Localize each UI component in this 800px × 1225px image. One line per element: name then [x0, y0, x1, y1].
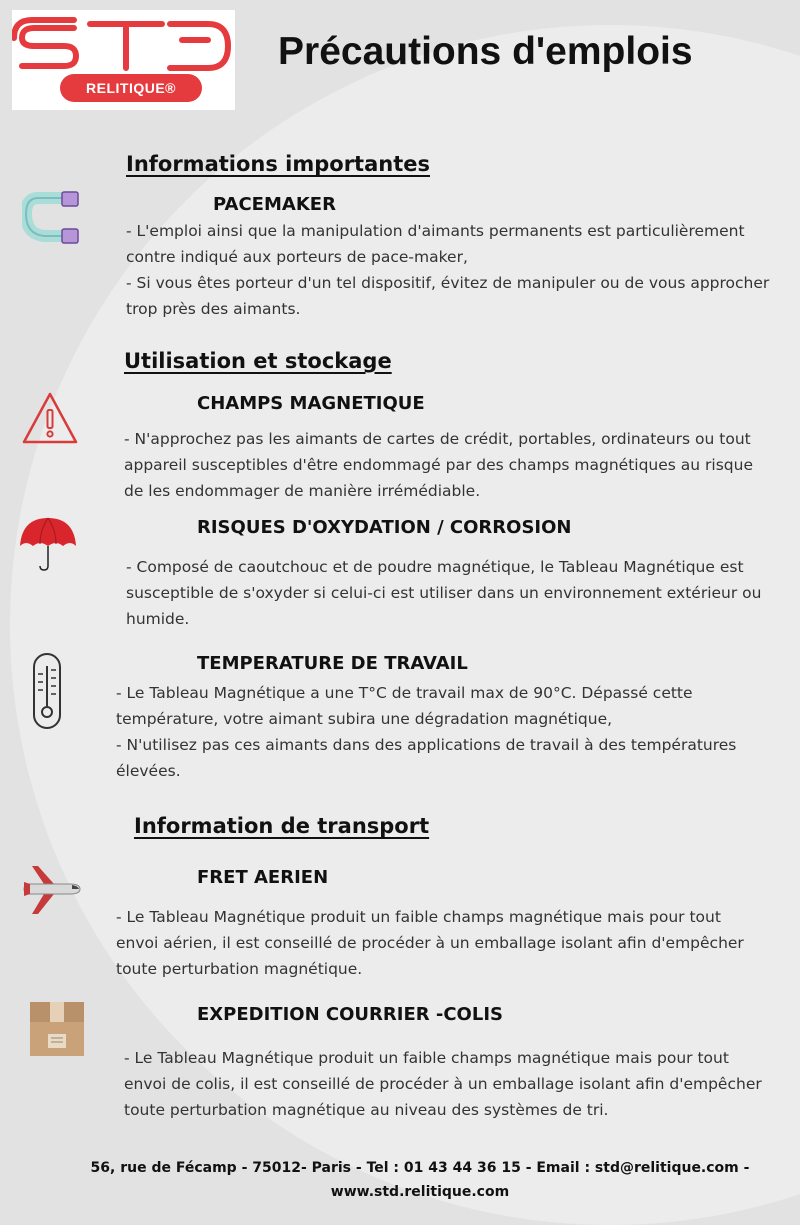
body-line: - Si vous êtes porteur d'un tel dispositif, évitez de manipuler ou de vous approcher trop près des aimants.	[126, 274, 770, 318]
warning-icon	[20, 390, 80, 446]
body-line: - N'approchez pas les aimants de cartes de crédit, portables, ordinateurs ou tout appareil susceptibles d'être endommagé par des champs magnétiques au risque de les endommager de manière irrémédiable.	[124, 430, 753, 500]
footer-address-line: 56, rue de Fécamp - 75012- Paris - Tel : 01 43 44 36 15 - Email : std@relitique.com -	[90, 1160, 750, 1176]
item-body-parcel-shipping	[124, 1045, 774, 1123]
item-title-oxidation: RISQUES D'OXYDATION / CORROSION	[197, 517, 572, 538]
page-title: Précautions d'emplois	[278, 30, 693, 73]
item-body-air-freight	[116, 904, 766, 982]
section-heading-transport: Information de transport	[134, 814, 430, 838]
std-logo-letters	[12, 10, 235, 76]
body-line: - Le Tableau Magnétique a une T°C de travail max de 90°C. Dépassé cette température, votre aimant subira une dégradation magnétique,	[116, 684, 693, 728]
body-line: - N'utilisez pas ces aimants dans des applications de travail à des températures élevées.	[116, 736, 737, 780]
item-title-magnetic-field: CHAMPS MAGNETIQUE	[197, 393, 425, 414]
body-line: - Le Tableau Magnétique produit un faible champs magnétique mais pour tout envoi aérien, il est conseillé de procéder à un emballage isolant afin d'empêcher toute perturbation magnétique.	[116, 908, 744, 978]
item-body-oxidation	[126, 554, 776, 632]
body-line: - L'emploi ainsi que la manipulation d'aimants permanents est particulièrement contre indiqué aux porteurs de pace-maker,	[126, 222, 745, 266]
section-heading-usage-storage: Utilisation et stockage	[124, 349, 392, 373]
item-body-working-temperature	[116, 680, 766, 784]
body-line: - Composé de caoutchouc et de poudre magnétique, le Tableau Magnétique est susceptible de s'oxyder si celui-ci est utiliser dans un environnement extérieur ou humide.	[126, 558, 762, 628]
umbrella-icon	[18, 514, 78, 572]
item-title-working-temperature: TEMPERATURE DE TRAVAIL	[197, 653, 468, 674]
std-logo	[12, 10, 235, 110]
item-title-air-freight: FRET AERIEN	[197, 867, 329, 888]
item-body-pacemaker	[126, 218, 776, 322]
parcel-box-icon	[28, 1000, 86, 1058]
section-heading-important: Informations importantes	[126, 152, 430, 176]
item-title-pacemaker: PACEMAKER	[213, 194, 336, 215]
magnet-icon	[22, 190, 82, 246]
item-body-magnetic-field	[124, 426, 774, 504]
item-title-parcel-shipping: EXPEDITION COURRIER -COLIS	[197, 1004, 503, 1025]
footer-contact	[60, 1156, 780, 1204]
body-line: - Le Tableau Magnétique produit un faible champs magnétique mais pour tout envoi de colis, il est conseillé de procéder à un emballage isolant afin d'empêcher toute perturbation magnétique au niveau des systèmes de tri.	[124, 1049, 762, 1119]
airplane-icon	[20, 862, 82, 918]
thermometer-icon	[30, 652, 64, 730]
logo-tagline: RELITIQUE®	[60, 74, 202, 102]
footer-website-link[interactable]: www.std.relitique.com	[330, 1184, 510, 1200]
